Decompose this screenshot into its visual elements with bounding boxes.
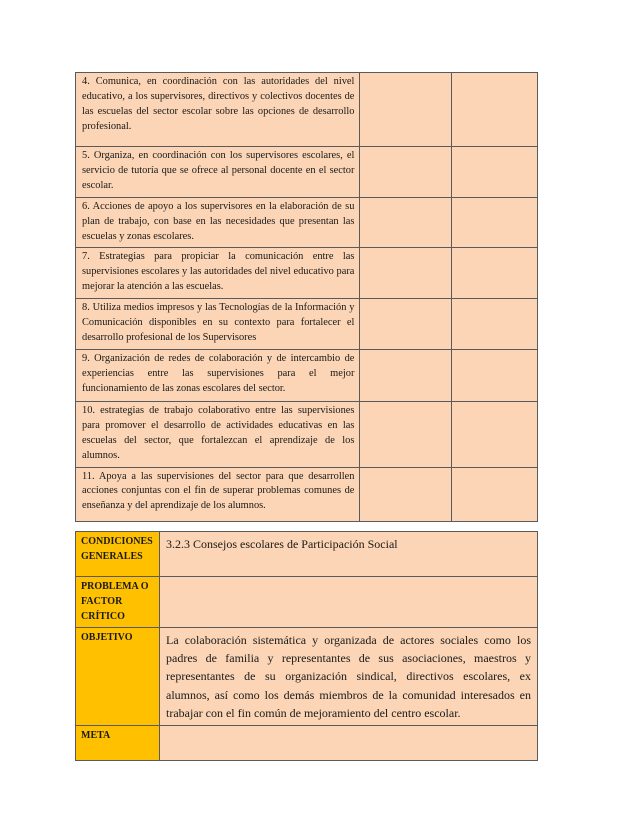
empty-cell <box>360 401 452 467</box>
empty-cell <box>452 401 538 467</box>
activity-row <box>76 467 538 521</box>
empty-cell <box>452 349 538 401</box>
conditions-row <box>76 726 538 761</box>
activity-text: 7. Estrategias para propiciar la comunicación entre las supervisiones escolares y las autoridades del nivel educativo para mejorar la atención a las escuelas. <box>76 248 360 299</box>
activity-row <box>76 299 538 350</box>
activity-text: 5. Organiza, en coordinación con los supervisores escolares, el servicio de tutoría que se ofrece al personal docente en el sector escolar. <box>76 147 360 198</box>
row-label: PROBLEMA O FACTOR CRÍTICO <box>76 577 160 628</box>
activity-row <box>76 401 538 467</box>
row-value: 3.2.3 Consejos escolares de Participación Social <box>160 532 538 577</box>
empty-cell <box>360 349 452 401</box>
activity-row <box>76 73 538 147</box>
empty-cell <box>452 248 538 299</box>
row-label: OBJETIVO <box>76 627 160 725</box>
activity-row <box>76 147 538 198</box>
empty-cell <box>360 197 452 248</box>
empty-cell <box>360 467 452 521</box>
activity-row <box>76 197 538 248</box>
activity-text: 6. Acciones de apoyo a los supervisores en la elaboración de su plan de trabajo, con base en las necesidades que presentan las escuelas y zonas escolares. <box>76 197 360 248</box>
empty-cell <box>452 73 538 147</box>
activity-text: 8. Utiliza medios impresos y las Tecnologías de la Información y Comunicación disponibles en su contexto para fortalecer el desarrollo profesional de los Supervisores <box>76 299 360 350</box>
empty-cell <box>452 147 538 198</box>
activity-text: 11. Apoya a las supervisiones del sector para que desarrollen acciones conjuntas con el fin de superar problemas comunes de enseñanza y del aprendizaje de los alumnos. <box>76 467 360 521</box>
row-value: La colaboración sistemática y organizada de actores sociales como los padres de familia y representantes de sus asociaciones, maestros y representantes de su organización sindical, directivos escolares, ex alumnos, así como los demás miembros de la comunidad interesados en trabajar con el fin común de mejoramiento del centro escolar. <box>160 627 538 725</box>
empty-cell <box>452 197 538 248</box>
conditions-row <box>76 532 538 577</box>
activity-row <box>76 248 538 299</box>
empty-cell <box>452 467 538 521</box>
activity-text: 10. estrategias de trabajo colaborativo entre las supervisiones para promover el desarrollo de actividades educativas en las escuelas del sector, que fortalezcan el aprendizaje de los alumnos. <box>76 401 360 467</box>
row-value <box>160 577 538 628</box>
empty-cell <box>360 299 452 350</box>
conditions-table <box>75 531 538 761</box>
activities-table <box>75 72 538 522</box>
activity-text: 4. Comunica, en coordinación con las autoridades del nivel educativo, a los supervisores, directivos y colectivos docentes de las escuelas del sector escolar sobre las opciones de desarrollo profesional. <box>76 73 360 147</box>
row-value <box>160 726 538 761</box>
empty-cell <box>452 299 538 350</box>
activity-text: 9. Organización de redes de colaboración y de intercambio de experiencias entre las supervisiones para el mejor funcionamiento de las zonas escolares del sector. <box>76 349 360 401</box>
empty-cell <box>360 73 452 147</box>
row-label: META <box>76 726 160 761</box>
conditions-row <box>76 577 538 628</box>
row-label: CONDICIONES GENERALES <box>76 532 160 577</box>
empty-cell <box>360 147 452 198</box>
activity-row <box>76 349 538 401</box>
empty-cell <box>360 248 452 299</box>
conditions-row <box>76 627 538 725</box>
